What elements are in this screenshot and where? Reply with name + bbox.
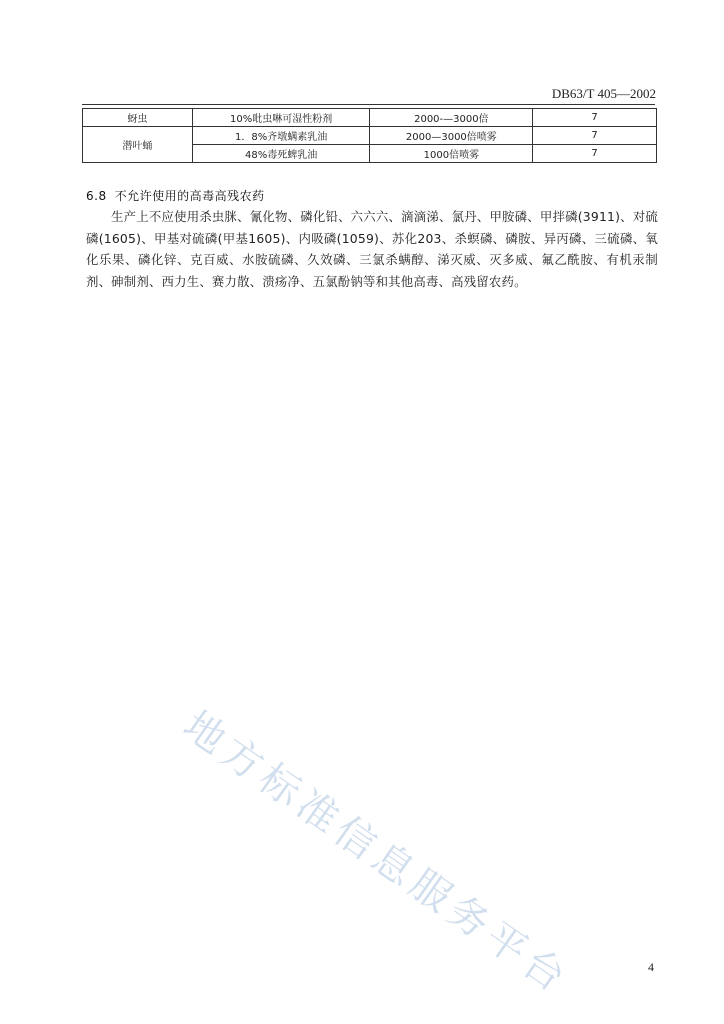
interval-cell: 7	[533, 109, 657, 127]
pesticide-cell: 10%吡虫啉可湿性粉剂	[192, 109, 370, 127]
pest-cell: 潜叶蛹	[83, 127, 193, 163]
section-number: 6.8	[86, 189, 107, 203]
pesticide-cell: 1．8%齐墩螨素乳油	[192, 127, 370, 145]
interval-cell: 7	[533, 145, 657, 163]
page-number: 4	[648, 960, 654, 974]
dose-cell: 2000-—3000倍	[370, 109, 533, 127]
section-heading	[86, 187, 265, 204]
dose-cell: 2000—3000倍喷雾	[370, 127, 533, 145]
table-row	[83, 109, 657, 127]
watermark: 地方标准信息服务平台	[174, 702, 578, 1005]
interval-cell: 7	[533, 127, 657, 145]
table-row	[83, 127, 657, 145]
section-title: 不允许使用的高毒高残农药	[114, 189, 265, 203]
pest-cell: 蚜虫	[83, 109, 193, 127]
pesticide-table	[82, 108, 657, 163]
section-body: 生产上不应使用杀虫脒、氰化物、磷化铅、六六六、滴滴涕、氯丹、甲胺磷、甲拌磷(3911)、对硫磷(1605)、甲基对硫磷(甲基1605)、内吸磷(1059)、苏化203、杀螟磷、磷胺、异丙磷、三硫磷、氧化乐果、磷化锌、克百威、水胺硫磷、久效磷、三氯杀螨醇、涕灭威、灭多威、氟乙酰胺、有机汞制剂、砷制剂、西力生、赛力散、溃疡净、五氯酚钠等和其他高毒、高残留农药。	[86, 209, 658, 289]
header-divider	[82, 104, 655, 105]
pesticide-cell: 48%毒死蜱乳油	[192, 145, 370, 163]
dose-cell: 1000倍喷雾	[370, 145, 533, 163]
document-code: DB63/T 405—2002	[551, 86, 656, 101]
